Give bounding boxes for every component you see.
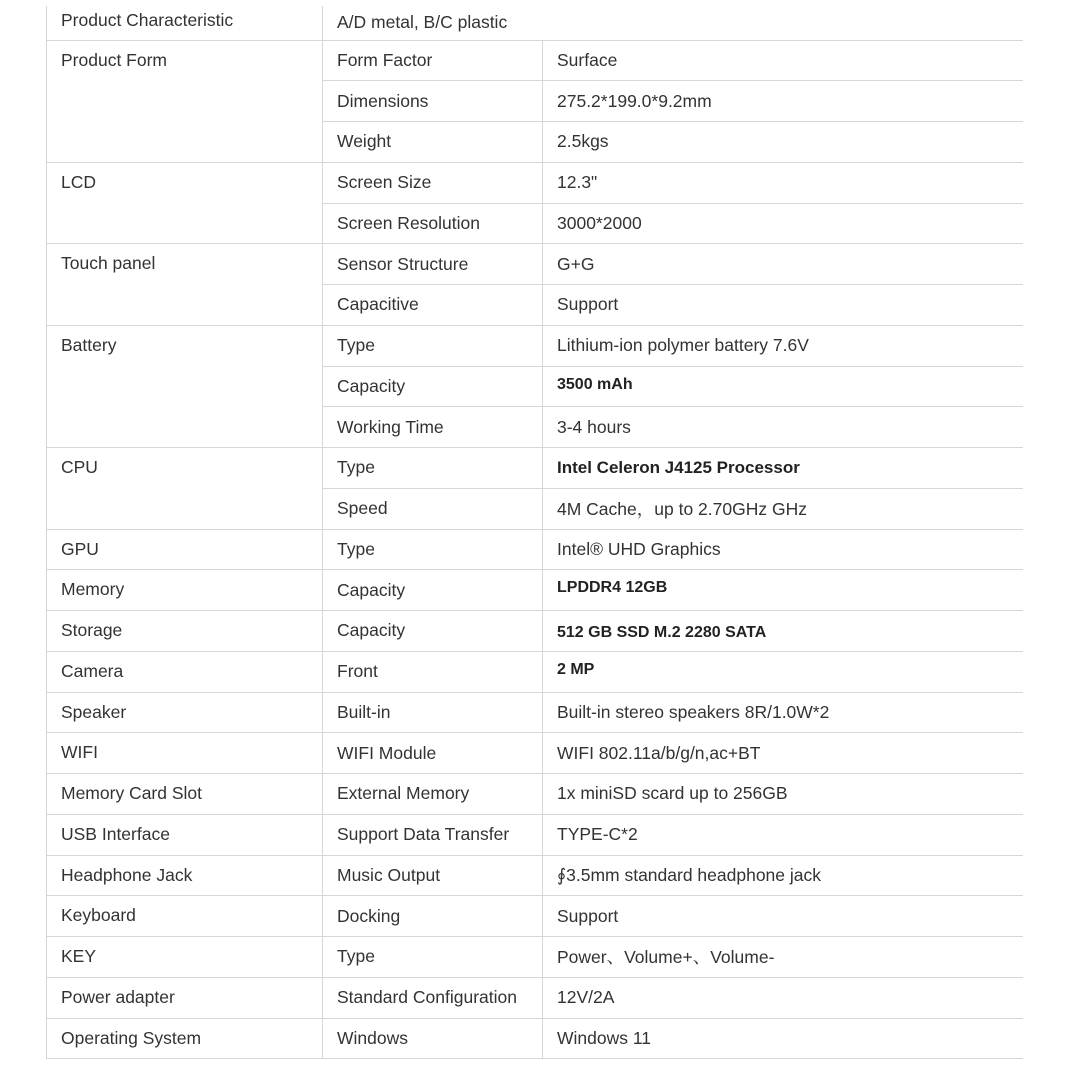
- value-cell: Support: [543, 896, 1024, 937]
- table-row: [47, 570, 1024, 611]
- category-cell: Power adapter: [47, 977, 323, 1018]
- attribute-cell: Capacity: [323, 570, 543, 611]
- attribute-cell: Screen Resolution: [323, 203, 543, 244]
- attribute-cell: WIFI Module: [323, 733, 543, 774]
- spec-table-container: [46, 6, 1023, 1059]
- table-row: [47, 977, 1024, 1018]
- category-cell: Headphone Jack: [47, 855, 323, 896]
- category-cell: USB Interface: [47, 814, 323, 855]
- attribute-cell: Form Factor: [323, 40, 543, 81]
- table-row: [47, 244, 1024, 285]
- value-cell: WIFI 802.11a/b/g/n,ac+BT: [543, 733, 1024, 774]
- table-row: [47, 6, 1024, 40]
- attribute-cell: Sensor Structure: [323, 244, 543, 285]
- value-cell: 2 MP: [543, 651, 1024, 692]
- attribute-cell: Speed: [323, 488, 543, 529]
- value-cell: TYPE-C*2: [543, 814, 1024, 855]
- category-cell: CPU: [47, 448, 323, 530]
- attribute-cell: Docking: [323, 896, 543, 937]
- attribute-cell: Capacity: [323, 611, 543, 652]
- value-cell: 275.2*199.0*9.2mm: [543, 81, 1024, 122]
- value-cell: Lithium-ion polymer battery 7.6V: [543, 325, 1024, 366]
- attribute-cell: Type: [323, 529, 543, 570]
- value-cell: 2.5kgs: [543, 122, 1024, 163]
- value-cell: Support: [543, 285, 1024, 326]
- value-cell: Intel® UHD Graphics: [543, 529, 1024, 570]
- table-row: [47, 1018, 1024, 1059]
- attribute-cell: External Memory: [323, 774, 543, 815]
- attribute-cell: Working Time: [323, 407, 543, 448]
- category-cell: Storage: [47, 611, 323, 652]
- category-cell: Product Characteristic: [47, 6, 323, 40]
- attribute-cell: Dimensions: [323, 81, 543, 122]
- table-row: [47, 733, 1024, 774]
- value-cell: LPDDR4 12GB: [543, 570, 1024, 611]
- attribute-cell: Type: [323, 325, 543, 366]
- attribute-cell: Front: [323, 651, 543, 692]
- attribute-cell: Type: [323, 937, 543, 978]
- table-row: [47, 855, 1024, 896]
- value-cell: 12V/2A: [543, 977, 1024, 1018]
- category-cell: Touch panel: [47, 244, 323, 326]
- spec-table: [46, 6, 1023, 1059]
- value-cell: Built-in stereo speakers 8R/1.0W*2: [543, 692, 1024, 733]
- attribute-cell: Standard Configuration: [323, 977, 543, 1018]
- attribute-cell: Capacitive: [323, 285, 543, 326]
- category-cell: Product Form: [47, 40, 323, 162]
- value-cell: Intel Celeron J4125 Processor: [543, 448, 1024, 489]
- value-cell: 3000*2000: [543, 203, 1024, 244]
- category-cell: Battery: [47, 325, 323, 447]
- value-cell: 3-4 hours: [543, 407, 1024, 448]
- value-cell: Windows 11: [543, 1018, 1024, 1059]
- table-row: [47, 896, 1024, 937]
- attribute-cell: Type: [323, 448, 543, 489]
- table-row: [47, 774, 1024, 815]
- value-cell: 1x miniSD scard up to 256GB: [543, 774, 1024, 815]
- table-row: [47, 325, 1024, 366]
- attribute-cell: Screen Size: [323, 162, 543, 203]
- value-cell: 12.3": [543, 162, 1024, 203]
- value-cell: ∮3.5mm standard headphone jack: [543, 855, 1024, 896]
- attribute-cell: Capacity: [323, 366, 543, 407]
- attribute-cell: Support Data Transfer: [323, 814, 543, 855]
- table-row: [47, 40, 1024, 81]
- value-cell: G+G: [543, 244, 1024, 285]
- attribute-cell: Built-in: [323, 692, 543, 733]
- value-cell: 512 GB SSD M.2 2280 SATA: [543, 611, 1024, 652]
- table-row: [47, 814, 1024, 855]
- category-cell: LCD: [47, 162, 323, 244]
- category-cell: KEY: [47, 937, 323, 978]
- table-row: [47, 529, 1024, 570]
- table-row: [47, 937, 1024, 978]
- table-row: [47, 692, 1024, 733]
- category-cell: Memory Card Slot: [47, 774, 323, 815]
- category-cell: GPU: [47, 529, 323, 570]
- category-cell: Keyboard: [47, 896, 323, 937]
- attribute-cell: Music Output: [323, 855, 543, 896]
- value-cell: Surface: [543, 40, 1024, 81]
- table-row: [47, 611, 1024, 652]
- category-cell: Memory: [47, 570, 323, 611]
- value-cell: A/D metal, B/C plastic: [323, 6, 1024, 40]
- category-cell: Speaker: [47, 692, 323, 733]
- value-cell: Power、Volume+、Volume-: [543, 937, 1024, 978]
- value-cell: 3500 mAh: [543, 366, 1024, 407]
- value-cell: 4M Cache，up to 2.70GHz GHz: [543, 488, 1024, 529]
- category-cell: WIFI: [47, 733, 323, 774]
- category-cell: Camera: [47, 651, 323, 692]
- table-row: [47, 448, 1024, 489]
- attribute-cell: Weight: [323, 122, 543, 163]
- attribute-cell: Windows: [323, 1018, 543, 1059]
- table-row: [47, 651, 1024, 692]
- table-row: [47, 162, 1024, 203]
- category-cell: Operating System: [47, 1018, 323, 1059]
